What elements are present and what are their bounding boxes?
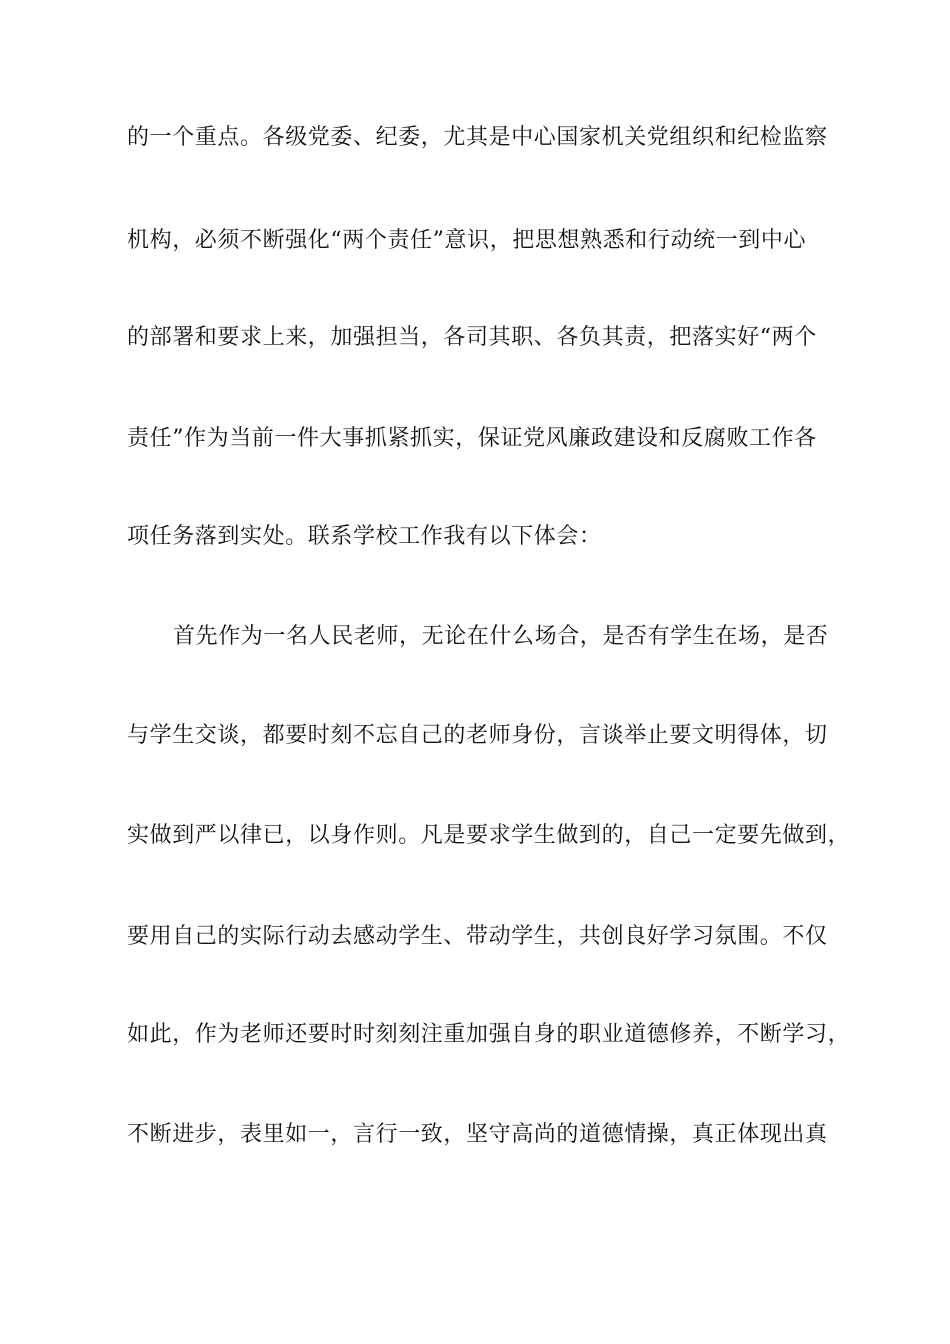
text-line: 的部署和要求上来，加强担当，各司其职、各负其责，把落实好“两个: [127, 325, 817, 350]
text-line: 不断进步，表里如一，言行一致，坚守高尚的道德情操，真正体现出真: [127, 1122, 828, 1147]
text-line: 与学生交谈，都要时刻不忘自己的老师身份，言谈举止要文明得体，切: [127, 723, 828, 748]
text-line: 机构，必须不断强化“两个责任”意识，把思想熟悉和行动统一到中心: [127, 228, 807, 253]
text-line: 要用自己的实际行动去感动学生、带动学生，共创良好学习氛围。不仅: [127, 924, 828, 949]
text-line: 项任务落到实处。联系学校工作我有以下体会：: [127, 524, 602, 549]
text-line: 的一个重点。各级党委、纪委，尤其是中心国家机关党组织和纪检监察: [127, 125, 828, 150]
text-line: 责任”作为当前一件大事抓紧抓实，保证党风廉政建设和反腐败工作各: [127, 426, 817, 451]
text-line: 如此，作为老师还要时时刻刻注重加强自身的职业道德修养，不断学习，: [127, 1022, 851, 1047]
text-line: 实做到严以律已，以身作则。凡是要求学生做到的，自己一定要先做到，: [127, 823, 851, 848]
paragraph-first-line: 首先作为一名人民老师，无论在什么场合，是否有学生在场，是否: [173, 624, 829, 649]
